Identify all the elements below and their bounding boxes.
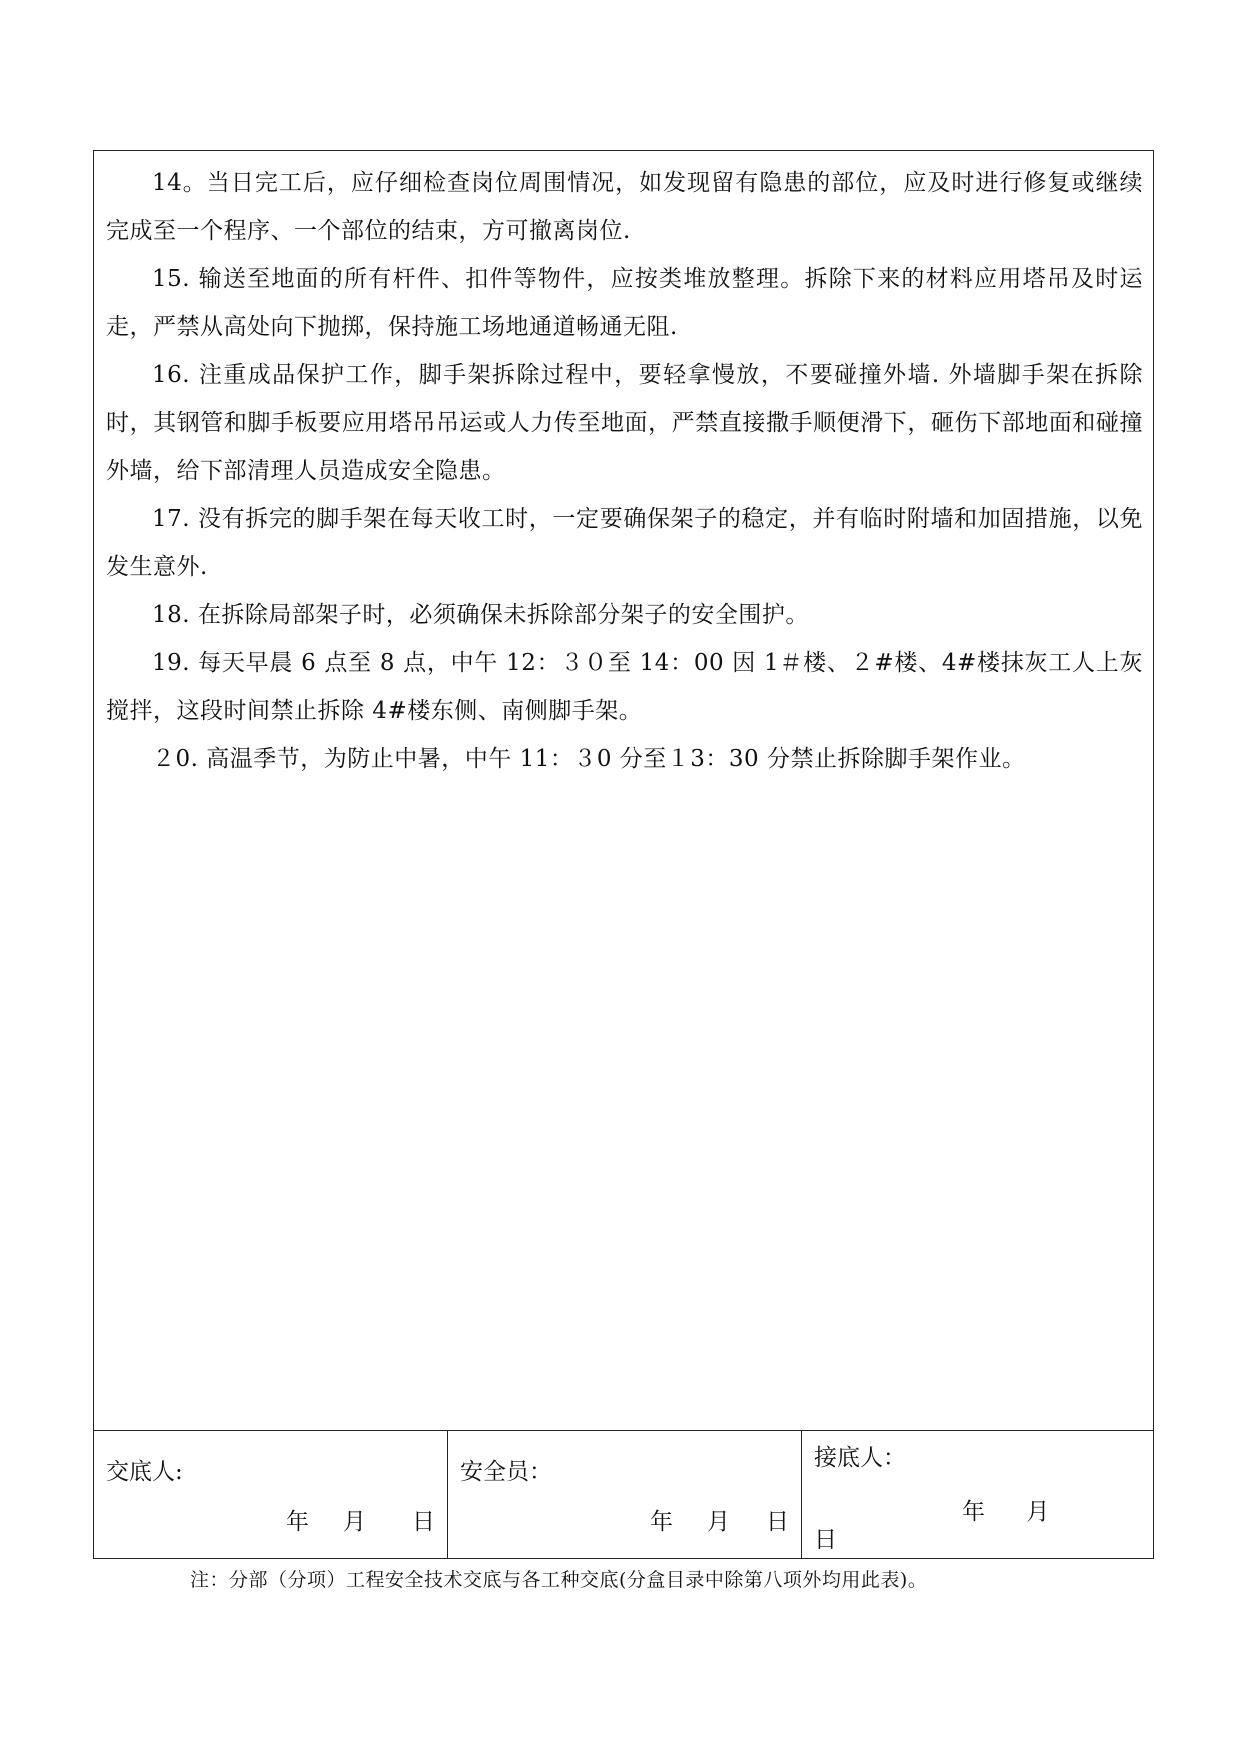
content-cell bbox=[94, 151, 1153, 1431]
year-label: 年 bbox=[962, 1499, 985, 1525]
paragraph-14: 14。当日完工后，应仔细检查岗位周围情况，如发现留有隐患的部位，应及时进行修复或继续完成至一个程序、一个部位的结束，方可撤离岗位. bbox=[106, 170, 1143, 244]
receiver-year-month bbox=[962, 1493, 1049, 1526]
safety-officer-date bbox=[650, 1503, 789, 1536]
day-label: 日 bbox=[766, 1509, 789, 1535]
day-label: 日 bbox=[412, 1509, 435, 1535]
safety-officer-label: 安全员： bbox=[460, 1459, 552, 1485]
year-label: 年 bbox=[286, 1509, 309, 1535]
day-label: 日 bbox=[814, 1527, 837, 1553]
receiver-cell bbox=[802, 1431, 1153, 1558]
month-label: 月 bbox=[707, 1509, 730, 1535]
safety-officer-cell bbox=[448, 1431, 802, 1558]
paragraph-17: 17. 没有拆完的脚手架在每天收工时，一定要确保架子的稳定，并有临时附墙和加固措施，以免发生意外. bbox=[106, 506, 1143, 580]
footnote: 注：分部（分项）工程安全技术交底与各工种交底(分盒目录中除第八项外均用此表)。 bbox=[190, 1569, 928, 1591]
discloser-label: 交底人: bbox=[106, 1459, 183, 1485]
discloser-cell bbox=[94, 1431, 448, 1558]
month-label: 月 bbox=[343, 1509, 366, 1535]
paragraph-16: 16. 注重成品保护工作，脚手架拆除过程中，要轻拿慢放，不要碰撞外墙. 外墙脚手架在拆除时，其钢管和脚手板要应用塔吊吊运或人力传至地面，严禁直接撒手顺便滑下，砸伤下部地面和碰撞外墙，给下部清理人员造成安全隐患。 bbox=[106, 362, 1143, 484]
month-label: 月 bbox=[1026, 1499, 1050, 1525]
paragraph-18: 18. 在拆除局部架子时，必须确保未拆除部分架子的安全围护。 bbox=[152, 602, 809, 628]
signature-row bbox=[94, 1431, 1153, 1558]
paragraph-15: 15. 输送至地面的所有杆件、扣件等物件，应按类堆放整理。拆除下来的材料应用塔吊及时运走，严禁从高处向下抛掷，保持施工场地通道畅通无阻. bbox=[106, 266, 1143, 340]
disclosure-form-table bbox=[93, 150, 1154, 1559]
discloser-date bbox=[286, 1503, 435, 1536]
paragraph-20: ２0. 高温季节，为防止中暑，中午 11：３0 分至１3：30 分禁止拆除脚手架作业。 bbox=[152, 746, 1026, 772]
receiver-label: 接底人： bbox=[814, 1445, 906, 1471]
paragraph-19: 19. 每天早晨 6 点至 8 点，中午 12：３０至 14：00 因 1＃楼、２#楼、4#楼抹灰工人上灰搅拌，这段时间禁止拆除 4#楼东侧、南侧脚手架。 bbox=[106, 650, 1143, 724]
year-label: 年 bbox=[650, 1509, 673, 1535]
